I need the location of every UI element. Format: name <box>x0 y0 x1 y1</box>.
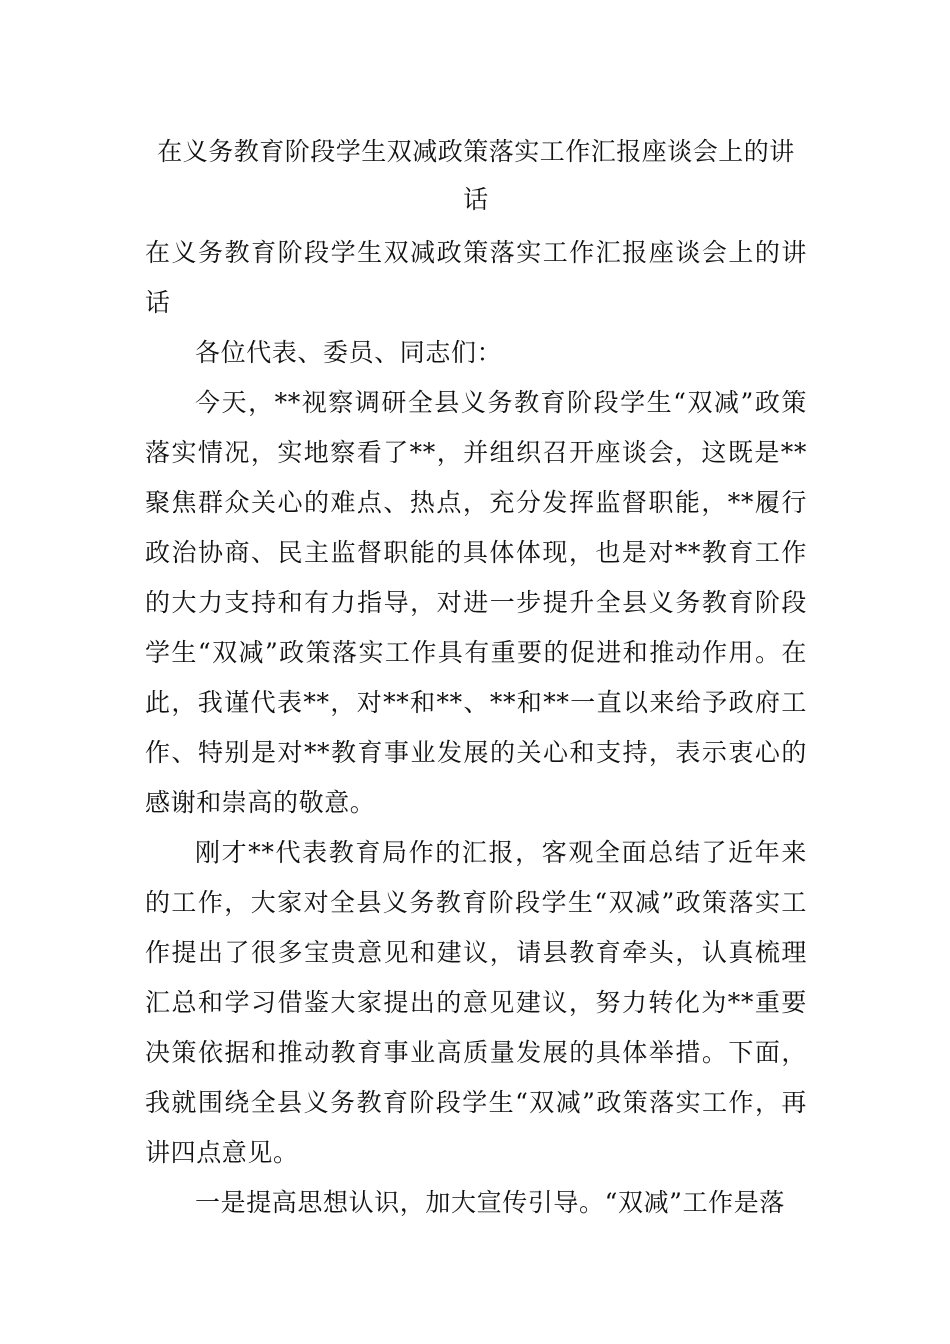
paragraph-opening: 今天，**视察调研全县义务教育阶段学生“双减”政策落实情况，实地察看了**，并组织召开座谈会，这既是**聚焦群众关心的难点、热点，充分发挥监督职能，**履行政治协商、民主监督职能的具体体现，也是对**教育工作的大力支持和有力指导，对进一步提升全县义务教育阶段学生“双减”政策落实工作具有重要的促进和推动作用。在此，我谨代表**，对**和**、**和**一直以来给予政府工作、特别是对**教育事业发展的关心和支持，表示衷心的感谢和崇高的敬意。 <box>145 388 807 817</box>
paragraph-repeated-title: 在义务教育阶段学生双减政策落实工作汇报座谈会上的讲话 <box>145 238 807 317</box>
document-title: 在义务教育阶段学生双减政策落实工作汇报座谈会上的讲话 <box>157 137 795 214</box>
document-body <box>145 228 807 1228</box>
paragraph-point-one: 一是提高思想认识，加大宣传引导。“双减”工作是落 <box>195 1188 785 1217</box>
paragraph-salutation: 各位代表、委员、同志们： <box>195 338 503 367</box>
paragraph-summary: 刚才**代表教育局作的汇报，客观全面总结了近年来的工作，大家对全县义务教育阶段学生“双减”政策落实工作提出了很多宝贵意见和建议，请县教育牵头，认真梳理汇总和学习借鉴大家提出的意见建议，努力转化为**重要决策依据和推动教育事业高质量发展的具体举措。下面，我就围绕全县义务教育阶段学生“双减”政策落实工作，再讲四点意见。 <box>145 838 807 1167</box>
document-page <box>145 128 807 1228</box>
